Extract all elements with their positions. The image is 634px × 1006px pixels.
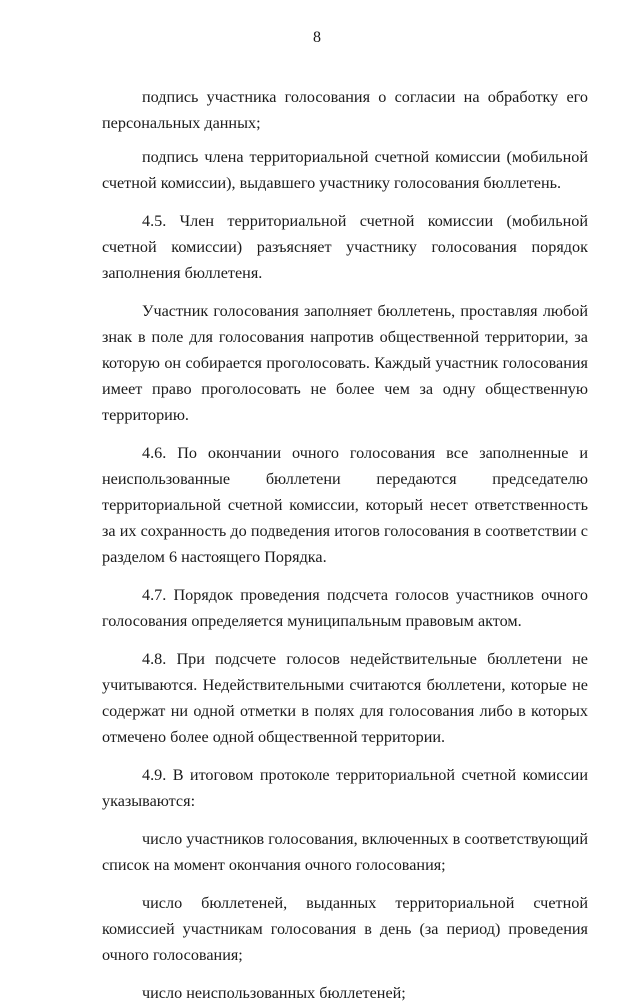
paragraph-participants-count: число участников голосования, включенных в соответствующий список на момент окончания очного голосования;: [102, 830, 588, 874]
paragraph-filling-ballot: Участник голосования заполняет бюллетень, проставляя любой знак в поле для голосования напротив общественной территории, за которую он собирается проголосовать. Каждый участник голосования имеет право проголосовать не более чем за одну общественную территорию.: [102, 302, 588, 424]
paragraph-4-7: 4.7. Порядок проведения подсчета голосов участников очного голосования определяется муниципальным правовым актом.: [102, 586, 588, 630]
paragraph-4-9: 4.9. В итоговом протоколе территориальной счетной комиссии указываются:: [102, 766, 588, 810]
document-body: [102, 84, 588, 1006]
page-number: 8: [313, 29, 321, 46]
paragraph-4-8: 4.8. При подсчете голосов недействительные бюллетени не учитываются. Недействительными считаются бюллетени, которые не содержат ни одной отметки в полях для голосования либо в которых отмечено более одной общественной территории.: [102, 650, 588, 746]
paragraph-unused-ballots-count: число неиспользованных бюллетеней;: [142, 984, 406, 1002]
paragraph-4-5: 4.5. Член территориальной счетной комиссии (мобильной счетной комиссии) разъясняет участнику голосования порядок заполнения бюллетеня.: [102, 212, 588, 282]
paragraph-4-6: 4.6. По окончании очного голосования все заполненные и неиспользованные бюллетени передаются председателю территориальной счетной комиссии, который несет ответственность за их сохранность до подведения итогов голосования в соответствии с разделом 6 настоящего Порядка.: [102, 444, 588, 566]
paragraph-issued-ballots-count: число бюллетеней, выданных территориальной счетной комиссией участникам голосования в день (за период) проведения очного голосования;: [102, 894, 588, 964]
paragraph-consent-signature: подпись участника голосования о согласии на обработку его персональных данных;: [102, 88, 588, 132]
paragraph-commission-member-signature: подпись члена территориальной счетной комиссии (мобильной счетной комиссии), выдавшего участнику голосования бюллетень.: [102, 148, 588, 192]
